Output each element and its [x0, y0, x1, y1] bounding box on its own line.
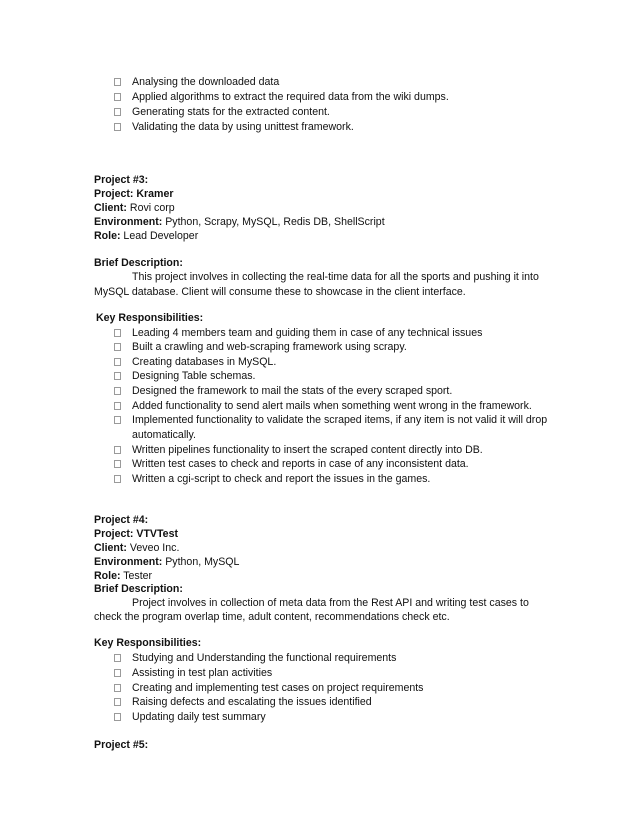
list-item: Applied algorithms to extract the required data from the wiki dumps. — [132, 91, 449, 103]
list-item: Implemented functionality to validate the scraped items, if any item is not valid it will drop — [132, 414, 548, 426]
brief-description-heading: Brief Description: — [94, 583, 183, 595]
list-item: Written test cases to check and reports in case of any inconsistent data. — [132, 458, 469, 470]
list-item: Written a cgi-script to check and report the issues in the games. — [132, 473, 431, 485]
bullet-marker — [114, 416, 121, 424]
bullet-marker — [114, 358, 121, 366]
environment-value: Python, Scrapy, MySQL, Redis DB, ShellScript — [162, 216, 385, 228]
client-line — [94, 541, 179, 555]
brief-description-heading: Brief Description: — [94, 257, 183, 269]
role-line — [94, 229, 198, 243]
bullet-marker — [114, 93, 121, 101]
environment-value: Python, MySQL — [162, 556, 240, 568]
role-line — [94, 569, 152, 583]
client-label: Client: — [94, 542, 127, 554]
description-line: This project involves in collecting the real-time data for all the sports and pushing it into — [132, 271, 539, 283]
environment-line — [94, 555, 239, 569]
list-item-continuation: automatically. — [132, 429, 196, 441]
environment-label: Environment: — [94, 216, 163, 228]
bullet-marker — [114, 387, 121, 395]
project-number: Project #3: — [94, 174, 149, 186]
bullet-marker — [114, 669, 121, 677]
role-value: Lead Developer — [120, 230, 199, 242]
client-label: Client: — [94, 202, 127, 214]
description-line: MySQL database. Client will consume these to showcase in the client interface. — [94, 286, 466, 298]
list-item: Designing Table schemas. — [132, 370, 256, 382]
project-name: Project: VTVTest — [94, 528, 178, 540]
key-responsibilities-heading: Key Responsibilities: — [96, 312, 204, 324]
list-item: Designed the framework to mail the stats of the every scraped sport. — [132, 385, 453, 397]
bullet-marker — [114, 329, 121, 337]
list-item: Added functionality to send alert mails when something went wrong in the framework. — [132, 400, 532, 412]
bullet-marker — [114, 78, 121, 86]
bullet-marker — [114, 402, 121, 410]
bullet-marker — [114, 372, 121, 380]
list-item: Built a crawling and web-scraping framework using scrapy. — [132, 341, 407, 353]
list-item: Leading 4 members team and guiding them in case of any technical issues — [132, 327, 483, 339]
list-item: Validating the data by using unittest framework. — [132, 121, 354, 133]
bullet-marker — [114, 698, 121, 706]
bullet-marker — [114, 460, 121, 468]
role-label: Role: — [94, 570, 121, 582]
bullet-marker — [114, 123, 121, 131]
list-item: Studying and Understanding the functional requirements — [132, 652, 397, 664]
list-item: Written pipelines functionality to insert the scraped content directly into DB. — [132, 444, 483, 456]
client-value: Rovi corp — [126, 202, 175, 214]
bullet-marker — [114, 684, 121, 692]
list-item: Updating daily test summary — [132, 711, 266, 723]
bullet-marker — [114, 475, 121, 483]
role-label: Role: — [94, 230, 121, 242]
bullet-marker — [114, 654, 121, 662]
client-line — [94, 201, 175, 215]
description-line: Project involves in collection of meta data from the Rest API and writing test cases to — [132, 597, 529, 609]
key-responsibilities-heading: Key Responsibilities: — [94, 637, 202, 649]
list-item: Raising defects and escalating the issues identified — [132, 696, 372, 708]
description-line: check the program overlap time, adult content, recommendations check etc. — [94, 611, 450, 623]
environment-label: Environment: — [94, 556, 163, 568]
environment-line — [94, 215, 385, 229]
project-number: Project #5: — [94, 739, 149, 751]
bullet-marker — [114, 343, 121, 351]
client-value: Veveo Inc. — [126, 542, 180, 554]
bullet-marker — [114, 713, 121, 721]
list-item: Creating and implementing test cases on project requirements — [132, 682, 424, 694]
bullet-marker — [114, 446, 121, 454]
list-item: Assisting in test plan activities — [132, 667, 273, 679]
project-number: Project #4: — [94, 514, 149, 526]
list-item: Analysing the downloaded data — [132, 76, 280, 88]
list-item: Generating stats for the extracted content. — [132, 106, 330, 118]
role-value: Tester — [120, 570, 153, 582]
project-name: Project: Kramer — [94, 188, 174, 200]
bullet-marker — [114, 108, 121, 116]
list-item: Creating databases in MySQL. — [132, 356, 277, 368]
